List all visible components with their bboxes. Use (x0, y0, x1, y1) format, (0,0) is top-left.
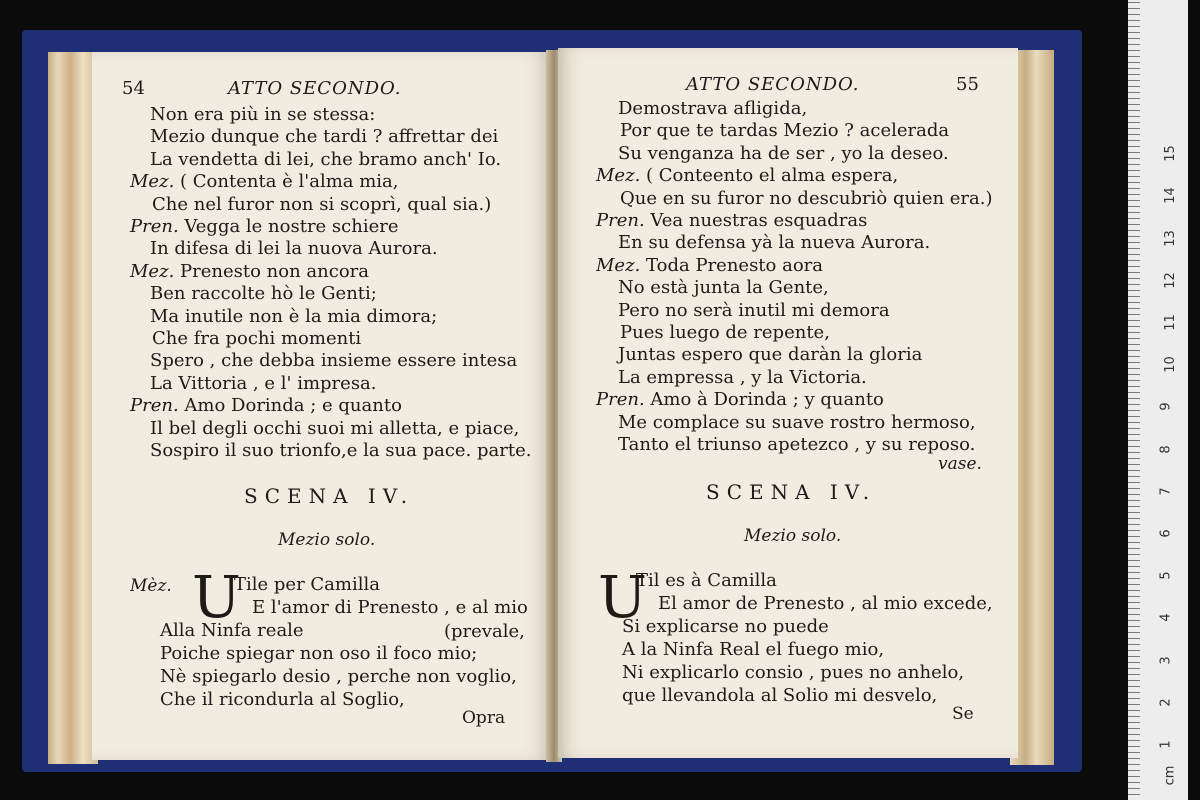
dialogue-line (150, 104, 375, 125)
line-text: Vegga le nostre schiere (184, 216, 399, 237)
line-text: Spero , che debba insieme essere intesa (150, 350, 518, 372)
line-text: Su venganza ha de ser , yo la deseo. (618, 142, 949, 164)
line-text: Pero no serà inutil mi demora (618, 299, 890, 321)
ruler-mark-label: 3 (1158, 655, 1174, 665)
left-page (92, 52, 550, 760)
dialogue-line (618, 412, 976, 433)
dialogue-line (130, 216, 399, 237)
aria-line: Tile per Camilla (234, 574, 380, 595)
dialogue-line (152, 328, 361, 349)
right-running-header: ATTO SECONDO. (686, 74, 860, 95)
line-text: Amo à Dorinda ; y quanto (650, 389, 884, 411)
dialogue-line (150, 440, 531, 461)
left-aria-speaker: Mèz. (130, 576, 172, 596)
right-dropcap: U (598, 563, 647, 631)
left-running-header: ATTO SECONDO. (228, 78, 402, 99)
right-page-number: 55 (956, 74, 979, 95)
dialogue-line (620, 188, 993, 209)
dialogue-line (618, 300, 890, 321)
aria-line: Si explicarse no puede (622, 616, 829, 637)
left-scene-subtitle: Mezio solo. (278, 530, 376, 550)
dialogue-line (130, 261, 369, 282)
left-catchword: Opra (462, 708, 506, 728)
line-text: Tanto el triunso apetezco , y su reposo. (618, 434, 976, 455)
left-scene-title: SCENA IV. (244, 484, 415, 508)
ruler-mark-label: 15 (1162, 145, 1178, 162)
ruler-mark-label: 6 (1158, 529, 1174, 538)
dialogue-line (618, 277, 829, 298)
dialogue-line (152, 194, 491, 215)
dialogue-line (618, 98, 807, 119)
dialogue-line (130, 395, 402, 416)
dialogue-line (620, 120, 949, 141)
aria-line: Ni explicarlo consio , pues no anhelo, (622, 662, 965, 683)
line-text: Vea nuestras esquadras (650, 210, 868, 231)
dialogue-line (618, 344, 922, 365)
line-text: No està junta la Gente, (618, 277, 829, 299)
line-text: La empressa , y la Victoria. (618, 366, 867, 388)
speaker-label: Mez. (130, 171, 175, 193)
right-page (558, 48, 1018, 758)
dialogue-line (618, 367, 867, 388)
speaker-label: Mez. (596, 165, 641, 187)
line-text: Toda Prenesto aora (646, 254, 823, 276)
speaker-label: Mez. (130, 260, 175, 282)
dialogue-line (618, 232, 930, 253)
ruler-mark-label: 9 (1158, 402, 1174, 412)
speaker-label: Pren. (596, 389, 645, 411)
ruler-mark-label: 1 (1158, 740, 1174, 749)
line-text: Amo Dorinda ; e quanto (184, 395, 402, 417)
line-text: Mezio dunque che tardi ? affrettar dei (150, 126, 499, 148)
dialogue-line (150, 283, 377, 304)
speaker-label: Mez. (596, 254, 641, 276)
line-text: Il bel degli occhi suoi mi alletta, e piace, (150, 417, 520, 439)
ruler-mark-label: 2 (1158, 698, 1174, 707)
left-dropcap: U (192, 563, 241, 631)
ruler-mark-label: 7 (1158, 487, 1174, 496)
line-text: La vendetta di lei, che bramo anch' Io. (150, 148, 502, 170)
speaker-label: Pren. (130, 216, 179, 237)
dialogue-line (596, 389, 884, 410)
line-text: Pues luego de repente, (620, 322, 830, 343)
left-page-number: 54 (122, 78, 145, 99)
dialogue-line (150, 126, 498, 147)
line-text: Me complace su suave rostro hermoso, (618, 411, 976, 433)
dialogue-line (150, 238, 438, 259)
page-edges-left (48, 52, 98, 764)
measurement-ruler (1128, 0, 1188, 800)
aria-line: Poiche spiegar non oso il foco mio; (160, 643, 478, 664)
aria-line: Alla Ninfa reale (160, 620, 304, 641)
ruler-mark-label: 10 (1162, 356, 1178, 373)
aria-line: El amor de Prenesto , al mio excede, (658, 593, 993, 614)
line-text: Che fra pochi momenti (152, 328, 362, 349)
line-text: Prenesto non ancora (180, 260, 369, 282)
line-text: In difesa di lei la nuova Aurora. (150, 238, 438, 260)
right-scene-subtitle: Mezio solo. (744, 526, 842, 546)
line-text: Que en su furor no descubriò quien era.) (620, 187, 993, 209)
ruler-mark-label: 5 (1158, 571, 1174, 580)
aria-line: Til es à Camilla (636, 570, 777, 591)
right-scene-title: SCENA IV. (706, 480, 877, 504)
ruler-mark-label: 14 (1162, 187, 1178, 205)
dialogue-line (596, 165, 898, 186)
speaker-label: Pren. (130, 395, 179, 417)
ruler-mark-label: 12 (1162, 272, 1178, 289)
ruler-mark-label: 8 (1158, 444, 1174, 454)
line-text: Ma inutile non è la mia dimora; (150, 305, 438, 327)
left-aria-overflow: (prevale, (444, 621, 525, 642)
dialogue-line (596, 210, 867, 231)
line-text: La Vittoria , e l' impresa. (150, 372, 377, 394)
line-text: ( Conteento el alma espera, (646, 165, 899, 187)
aria-line: Nè spiegarlo desio , perche non voglio, (160, 666, 517, 687)
line-text: Non era più in se stessa: (150, 104, 376, 125)
line-text: Ben raccolte hò le Genti; (150, 283, 377, 305)
dialogue-line (150, 373, 377, 394)
line-text: Juntas espero que daràn la gloria (618, 344, 923, 366)
right-stage-direction: vase. (938, 454, 982, 474)
dialogue-line (150, 306, 437, 327)
ruler-unit-label: cm (1162, 765, 1178, 786)
ruler-mark-label: 13 (1162, 229, 1178, 247)
aria-line: Che il ricondurla al Soglio, (160, 689, 405, 710)
aria-line: A la Ninfa Real el fuego mio, (622, 639, 885, 660)
dialogue-line (596, 255, 823, 276)
dialogue-line (130, 171, 399, 192)
right-catchword: Se (952, 704, 974, 724)
ruler-mark-label: 11 (1162, 314, 1178, 331)
line-text: Sospiro il suo trionfo,e la sua pace. parte. (150, 440, 532, 461)
dialogue-line (150, 418, 519, 439)
line-text: Por que te tardas Mezio ? acelerada (620, 120, 950, 142)
dialogue-line (620, 322, 830, 343)
dialogue-line (618, 434, 975, 455)
dialogue-line (150, 149, 501, 170)
speaker-label: Pren. (596, 210, 645, 231)
aria-line: E l'amor di Prenesto , e al mio (252, 597, 528, 618)
line-text: En su defensa yà la nueva Aurora. (618, 232, 931, 254)
dialogue-line (150, 350, 517, 371)
dialogue-line (618, 143, 949, 164)
line-text: Demostrava afligida, (618, 98, 808, 119)
line-text: Che nel furor non si scoprì, qual sia.) (152, 193, 492, 215)
line-text: ( Contenta è l'alma mia, (180, 171, 399, 193)
aria-line: que llevandola al Solio mi desvelo, (622, 685, 938, 706)
ruler-mark-label: 4 (1158, 613, 1174, 623)
